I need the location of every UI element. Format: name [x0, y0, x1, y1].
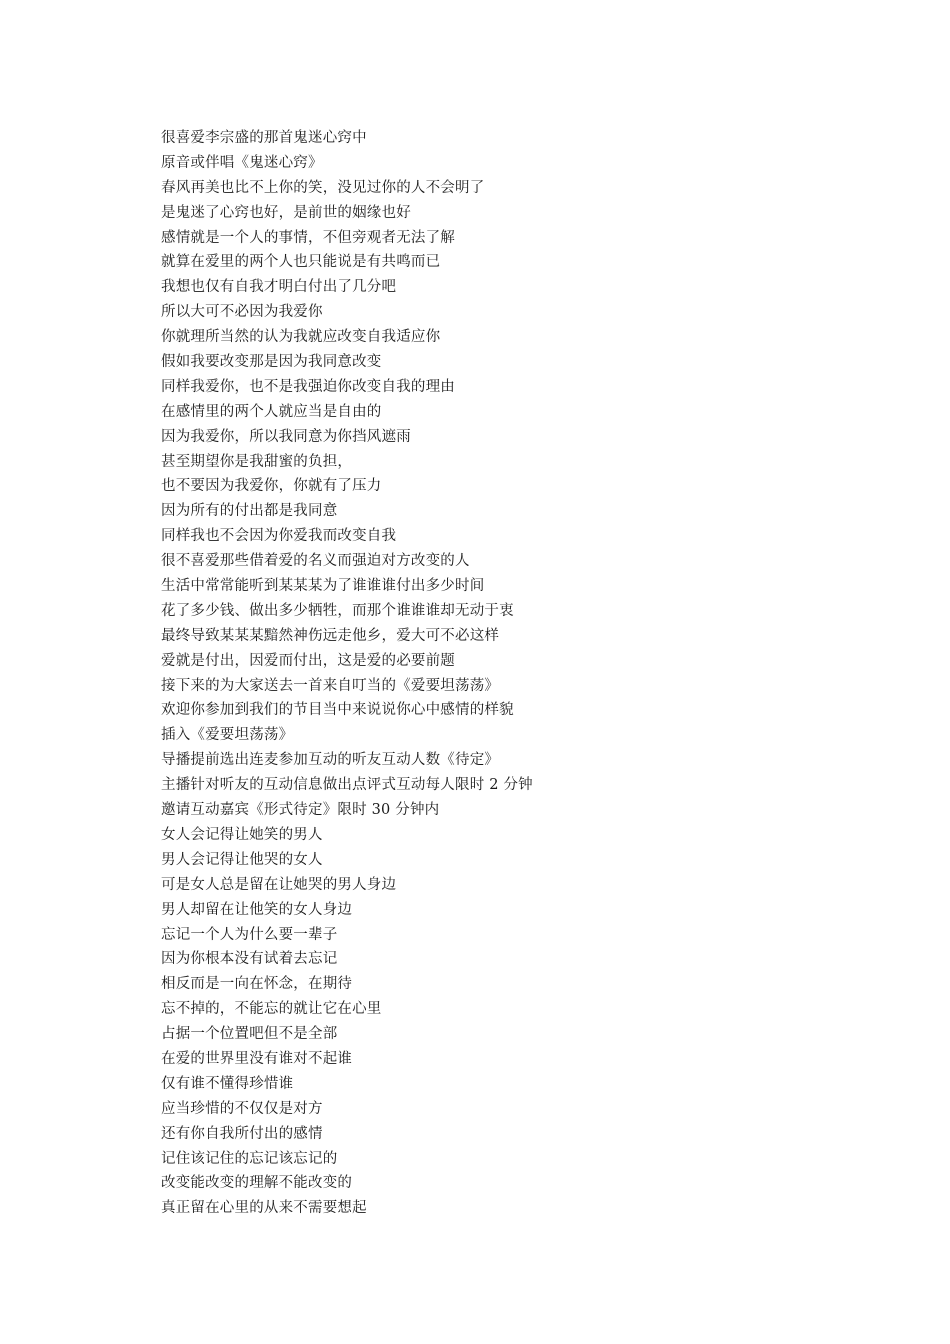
text-line: 因为你根本没有试着去忘记 — [161, 951, 338, 968]
text-line: 同样我也不会因为你爱我而改变自我 — [161, 528, 397, 545]
text-line: 真正留在心里的从来不需要想起 — [161, 1200, 367, 1217]
text-line: 我想也仅有自我才明白付出了几分吧 — [161, 279, 397, 296]
document-body — [161, 126, 861, 1221]
text-line: 忘不掉的，不能忘的就让它在心里 — [161, 1001, 382, 1018]
text-line: 应当珍惜的不仅仅是对方 — [161, 1100, 323, 1117]
text-line: 因为所有的付出都是我同意 — [161, 503, 338, 520]
text-line: 春风再美也比不上你的笑，没见过你的人不会明了 — [161, 179, 485, 196]
text-line: 改变能改变的理解不能改变的 — [161, 1175, 353, 1192]
text-line: 邀请互动嘉宾《形式待定》限时 30 分钟内 — [161, 802, 440, 819]
text-line: 原音或伴唱《鬼迷心窍》 — [161, 154, 323, 171]
text-line: 你就理所当然的认为我就应改变自我适应你 — [161, 329, 441, 346]
text-line: 男人却留在让他笑的女人身边 — [161, 901, 353, 918]
text-line: 甚至期望你是我甜蜜的负担， — [161, 453, 353, 470]
text-line: 所以大可不必因为我爱你 — [161, 304, 323, 321]
text-line: 同样我爱你，也不是我强迫你改变自我的理由 — [161, 378, 455, 395]
text-line: 在感情里的两个人就应当是自由的 — [161, 403, 382, 420]
text-line: 相反而是一向在怀念，在期待 — [161, 976, 353, 993]
text-line: 导播提前选出连麦参加互动的听友互动人数《待定》 — [161, 752, 500, 769]
text-line: 在爱的世界里没有谁对不起谁 — [161, 1050, 353, 1067]
text-line: 仅有谁不懂得珍惜谁 — [161, 1075, 294, 1092]
text-line: 最终导致某某某黯然神伤远走他乡，爱大可不必这样 — [161, 627, 500, 644]
text-line: 是鬼迷了心窍也好，是前世的姻缘也好 — [161, 204, 411, 221]
text-line: 花了多少钱、做出多少牺牲，而那个谁谁谁却无动于衷 — [161, 602, 514, 619]
text-line: 很不喜爱那些借着爱的名义而强迫对方改变的人 — [161, 553, 470, 570]
text-line: 女人会记得让她笑的男人 — [161, 826, 323, 843]
text-line: 很喜爱李宗盛的那首鬼迷心窍中 — [161, 130, 367, 146]
text-line: 也不要因为我爱你，你就有了压力 — [161, 478, 382, 495]
text-line: 插入《爱要坦荡荡》 — [161, 727, 294, 744]
text-line: 假如我要改变那是因为我同意改变 — [161, 354, 382, 371]
text-line: 生活中常常能听到某某某为了谁谁谁付出多少时间 — [161, 578, 485, 595]
text-line: 就算在爱里的两个人也只能说是有共鸣而已 — [161, 254, 441, 271]
text-line: 因为我爱你，所以我同意为你挡风遮雨 — [161, 428, 411, 445]
text-line: 记住该记住的忘记该忘记的 — [161, 1150, 338, 1167]
text-line: 爱就是付出，因爱而付出，这是爱的必要前题 — [161, 652, 455, 669]
text-line: 男人会记得让他哭的女人 — [161, 851, 323, 868]
text-line: 忘记一个人为什么要一辈子 — [161, 926, 338, 943]
text-line: 主播针对听友的互动信息做出点评式互动每人限时 2 分钟 — [161, 777, 533, 794]
text-line: 感情就是一个人的事情，不但旁观者无法了解 — [161, 229, 455, 246]
text-line: 可是女人总是留在让她哭的男人身边 — [161, 876, 397, 893]
text-line: 占据一个位置吧但不是全部 — [161, 1026, 338, 1043]
text-line: 接下来的为大家送去一首来自叮当的《爱要坦荡荡》 — [161, 677, 500, 694]
text-line: 还有你自我所付出的感情 — [161, 1125, 323, 1142]
text-line: 欢迎你参加到我们的节目当中来说说你心中感情的样貌 — [161, 702, 514, 719]
